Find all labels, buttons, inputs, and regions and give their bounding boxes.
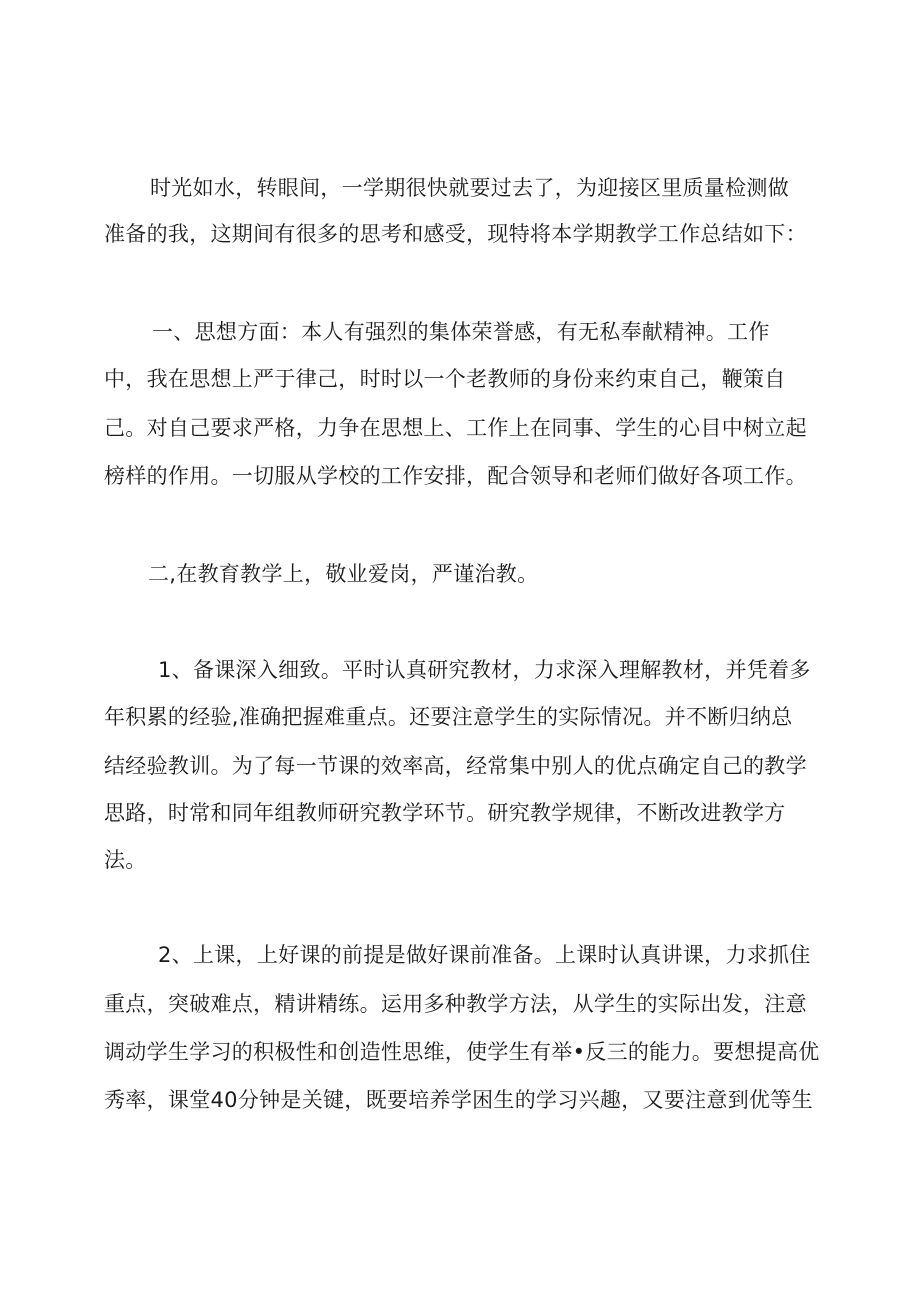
paragraph-2-line-2: 中，我在思想上严于律己，时时以一个老教师的身份来约束自己，鞭策自 xyxy=(104,367,786,391)
paragraph-2-line-3: 己。对自己要求严格，力争在思想上、工作上在同事、学生的心目中树立起 xyxy=(104,416,807,440)
paragraph-5-line-4: 秀率，课堂40分钟是关键，既要培养学困生的学习兴趣，又要注意到优等生 xyxy=(104,1088,813,1112)
paragraph-5-line-3: 调动学生学习的积极性和创造性思维，使学生有举•反三的能力。要想提高优 xyxy=(104,1040,820,1064)
paragraph-4-line-1: 1、备课深入细致。平时认真研究教材，力求深入理解教材，并凭着多 xyxy=(158,658,811,682)
paragraph-3-line-1: 二,在教育教学上，敬业爱岗，严谨治教。 xyxy=(148,562,539,586)
paragraph-1-line-1: 时光如水，转眼间，一学期很快就要过去了，为迎接区里质量检测做 xyxy=(150,176,789,200)
paragraph-5-line-1: 2、上课，上好课的前提是做好课前准备。上课时认真讲课，力求抓住 xyxy=(158,943,811,967)
paragraph-5-line-2: 重点，突破难点，精讲精练。运用多种教学方法，从学生的实际出发，注意 xyxy=(104,992,807,1016)
paragraph-1-line-2: 准备的我，这期间有很多的思考和感受，现特将本学期教学工作总结如下： xyxy=(104,222,807,246)
paragraph-4-line-2: 年积累的经验,准确把握难重点。还要注意学生的实际情况。并不断归纳总 xyxy=(104,705,793,729)
paragraph-2-line-1: 一、思想方面：本人有强烈的集体荣誉感，有无私奉献精神。工作 xyxy=(152,320,770,344)
paragraph-4-line-3: 结经验教训。为了每一节课的效率高，经常集中别人的优点确定自己的教学 xyxy=(104,754,807,778)
paragraph-4-line-4: 思路，时常和同年组教师研究教学环节。研究教学规律，不断改进教学方 xyxy=(104,801,786,825)
paragraph-4-line-5: 法。 xyxy=(104,848,147,872)
paragraph-2-line-4: 榜样的作用。一切服从学校的工作安排，配合领导和老师们做好各项工作。 xyxy=(104,464,807,488)
